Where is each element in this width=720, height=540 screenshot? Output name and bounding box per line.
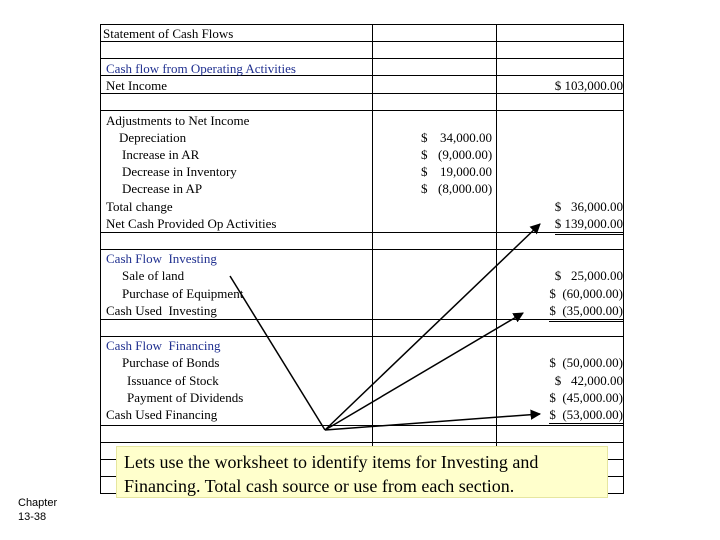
adjustment-value: 19,000.00 <box>440 164 492 179</box>
chapter-number: 13-38 <box>18 511 47 523</box>
adjustment-dollar: $ <box>421 164 428 179</box>
investing-item-value: $ (60,000.00) <box>549 286 623 301</box>
adjustment-dollar: $ <box>421 147 428 162</box>
adjustment-value: 34,000.00 <box>440 130 492 145</box>
financing-item-label: Issuance of Stock <box>127 373 219 388</box>
financing-total-value: $ (53,000.00) <box>549 406 623 426</box>
financing-item-label: Payment of Dividends <box>127 390 244 405</box>
adjustments-label: Adjustments to Net Income <box>106 113 250 128</box>
financing-header: Cash Flow Financing <box>106 338 221 353</box>
arrow-to-net-cash-op <box>325 224 540 430</box>
investing-item-value: $ 25,000.00 <box>554 268 623 283</box>
investing-total-label: Cash Used Investing <box>106 303 217 318</box>
total-change-value: $ 36,000.00 <box>554 199 623 214</box>
net-income-value: $ 103,000.00 <box>554 78 623 93</box>
chapter-text: Chapter <box>18 497 58 509</box>
financing-total-label: Cash Used Financing <box>106 407 218 422</box>
investing-item-label: Sale of land <box>122 268 185 283</box>
financing-item-value: $ (45,000.00) <box>549 390 623 405</box>
operating-header: Cash flow from Operating Activities <box>106 61 296 76</box>
financing-item-label: Purchase of Bonds <box>122 355 220 370</box>
total-change-label: Total change <box>106 199 173 214</box>
adjustment-label: Increase in AR <box>122 147 200 162</box>
arrow-source-left <box>230 276 325 430</box>
arrow-to-financing-total <box>325 414 540 430</box>
chapter-label <box>18 496 57 524</box>
adjustment-label: Decrease in Inventory <box>122 164 237 179</box>
adjustment-value: (8,000.00) <box>438 181 493 196</box>
investing-header: Cash Flow Investing <box>106 251 217 266</box>
net-cash-op-label: Net Cash Provided Op Activities <box>106 216 277 231</box>
net-cash-op-value: $ 139,000.00 <box>555 215 623 235</box>
statement-title: Statement of Cash Flows <box>103 26 234 41</box>
financing-item-value: $ (50,000.00) <box>549 355 623 370</box>
adjustment-label: Depreciation <box>119 130 187 145</box>
adjustment-label: Decrease in AP <box>122 181 203 196</box>
adjustment-dollar: $ <box>421 181 428 196</box>
adjustment-value: (9,000.00) <box>438 147 493 162</box>
net-income-label: Net Income <box>106 78 168 93</box>
adjustment-dollar: $ <box>421 130 428 145</box>
investing-item-label: Purchase of Equipment <box>122 286 244 301</box>
investing-total-value: $ (35,000.00) <box>549 302 623 322</box>
arrow-to-investing-total <box>325 313 523 430</box>
financing-item-value: $ 42,000.00 <box>554 373 623 388</box>
callout-box: Lets use the worksheet to identify items for Investing and Financing. Total cash source or use from each section. <box>116 446 608 498</box>
